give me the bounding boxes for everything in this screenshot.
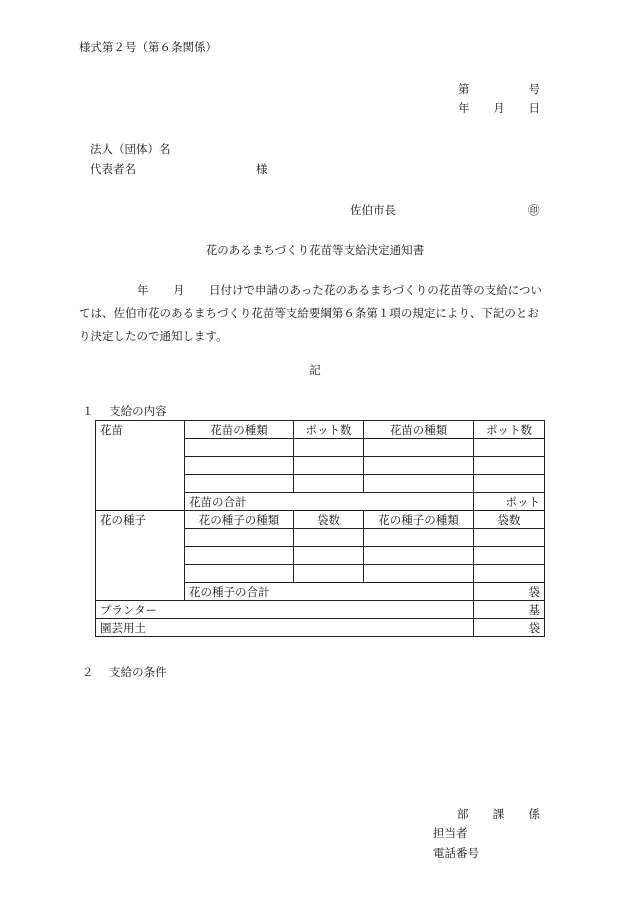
table-cell bbox=[364, 565, 474, 583]
table-cell bbox=[185, 565, 294, 583]
seeds-total-label: 花の種子の合計 bbox=[185, 583, 474, 601]
table-cell bbox=[364, 457, 474, 475]
recipient-honorific: 様 bbox=[256, 162, 268, 176]
seedlings-total-label: 花苗の合計 bbox=[185, 493, 474, 511]
document-number-line bbox=[458, 82, 540, 96]
section-1-label: 支給の内容 bbox=[109, 404, 167, 418]
section-2-label: 支給の条件 bbox=[109, 665, 167, 679]
bags-header-2: 袋数 bbox=[474, 511, 545, 529]
recipient-org-name: 法人（団体）名 bbox=[90, 142, 171, 156]
body-line-1-rest: 日付けで申請のあった花のあるまちづくりの花苗等の支給につい bbox=[209, 283, 543, 297]
table-cell bbox=[474, 457, 545, 475]
document-title: 花のあるまちづくり花苗等支給決定通知書 bbox=[205, 243, 425, 257]
table-cell bbox=[185, 475, 294, 493]
section-1-heading bbox=[82, 404, 167, 418]
table-row bbox=[96, 601, 545, 619]
table-cell bbox=[294, 439, 364, 457]
body-line-3: り決定したので通知します。 bbox=[79, 329, 228, 343]
table-cell bbox=[364, 439, 474, 457]
date-line bbox=[458, 101, 540, 115]
table-cell bbox=[294, 565, 364, 583]
body-month-mark: 月 bbox=[173, 283, 185, 297]
seedlings-category-cell: 花苗 bbox=[96, 421, 185, 511]
body-text bbox=[79, 279, 553, 348]
document-number-suffix: 号 bbox=[528, 82, 540, 96]
table-cell bbox=[364, 529, 474, 547]
pots-header-2: ポット数 bbox=[474, 421, 545, 439]
seal-mark: ㊞ bbox=[528, 203, 540, 217]
table-cell bbox=[294, 529, 364, 547]
table-row bbox=[96, 619, 545, 637]
seeds-total-unit: 袋 bbox=[474, 583, 545, 601]
table-cell bbox=[474, 475, 545, 493]
table-cell bbox=[474, 529, 545, 547]
table-row bbox=[96, 511, 545, 529]
form-number: 様式第２号（第６条関係） bbox=[79, 40, 217, 54]
seeds-category-cell: 花の種子 bbox=[96, 511, 185, 601]
ki-heading: 記 bbox=[309, 363, 321, 377]
date-month: 月 bbox=[493, 101, 505, 115]
soil-unit: 袋 bbox=[474, 619, 545, 637]
bags-header: 袋数 bbox=[294, 511, 364, 529]
section-2-heading bbox=[82, 665, 167, 679]
table-cell bbox=[185, 457, 294, 475]
unit-label: 係 bbox=[528, 807, 540, 821]
table-cell bbox=[364, 547, 474, 565]
table-cell bbox=[294, 475, 364, 493]
table-cell bbox=[185, 439, 294, 457]
planter-label: プランター bbox=[96, 601, 474, 619]
table-cell bbox=[294, 457, 364, 475]
contact-department-line bbox=[457, 807, 540, 821]
seedlings-type-header: 花苗の種類 bbox=[185, 421, 294, 439]
department-label: 部 bbox=[457, 807, 469, 821]
body-line-1 bbox=[79, 279, 553, 302]
body-year-mark: 年 bbox=[137, 283, 149, 297]
table-cell bbox=[474, 565, 545, 583]
seedlings-total-unit: ポット bbox=[474, 493, 545, 511]
table-cell bbox=[474, 547, 545, 565]
phone-number-label: 電話番号 bbox=[433, 846, 479, 860]
table-cell bbox=[294, 547, 364, 565]
table-cell bbox=[474, 439, 545, 457]
date-day: 日 bbox=[528, 101, 540, 115]
planter-unit: 基 bbox=[474, 601, 545, 619]
section-1-number: １ bbox=[82, 404, 94, 418]
seedlings-type-header-2: 花苗の種類 bbox=[364, 421, 474, 439]
recipient-representative: 代表者名 bbox=[90, 162, 136, 176]
body-line-2: ては、佐伯市花のあるまちづくり花苗等支給要綱第６条第１項の規定により、下記のとお bbox=[79, 306, 539, 320]
section-label: 課 bbox=[492, 807, 505, 821]
document-number-prefix: 第 bbox=[458, 82, 470, 96]
table-cell bbox=[185, 547, 294, 565]
seeds-type-header: 花の種子の種類 bbox=[185, 511, 294, 529]
date-year: 年 bbox=[458, 101, 470, 115]
section-2-number: ２ bbox=[82, 665, 94, 679]
table-row bbox=[96, 421, 545, 439]
supply-content-table bbox=[95, 420, 545, 637]
seeds-type-header-2: 花の種子の種類 bbox=[364, 511, 474, 529]
sender-title: 佐伯市長 bbox=[350, 203, 396, 217]
table-cell bbox=[364, 475, 474, 493]
pots-header: ポット数 bbox=[294, 421, 364, 439]
soil-label: 園芸用土 bbox=[96, 619, 474, 637]
table-cell bbox=[185, 529, 294, 547]
person-in-charge-label: 担当者 bbox=[433, 826, 468, 840]
